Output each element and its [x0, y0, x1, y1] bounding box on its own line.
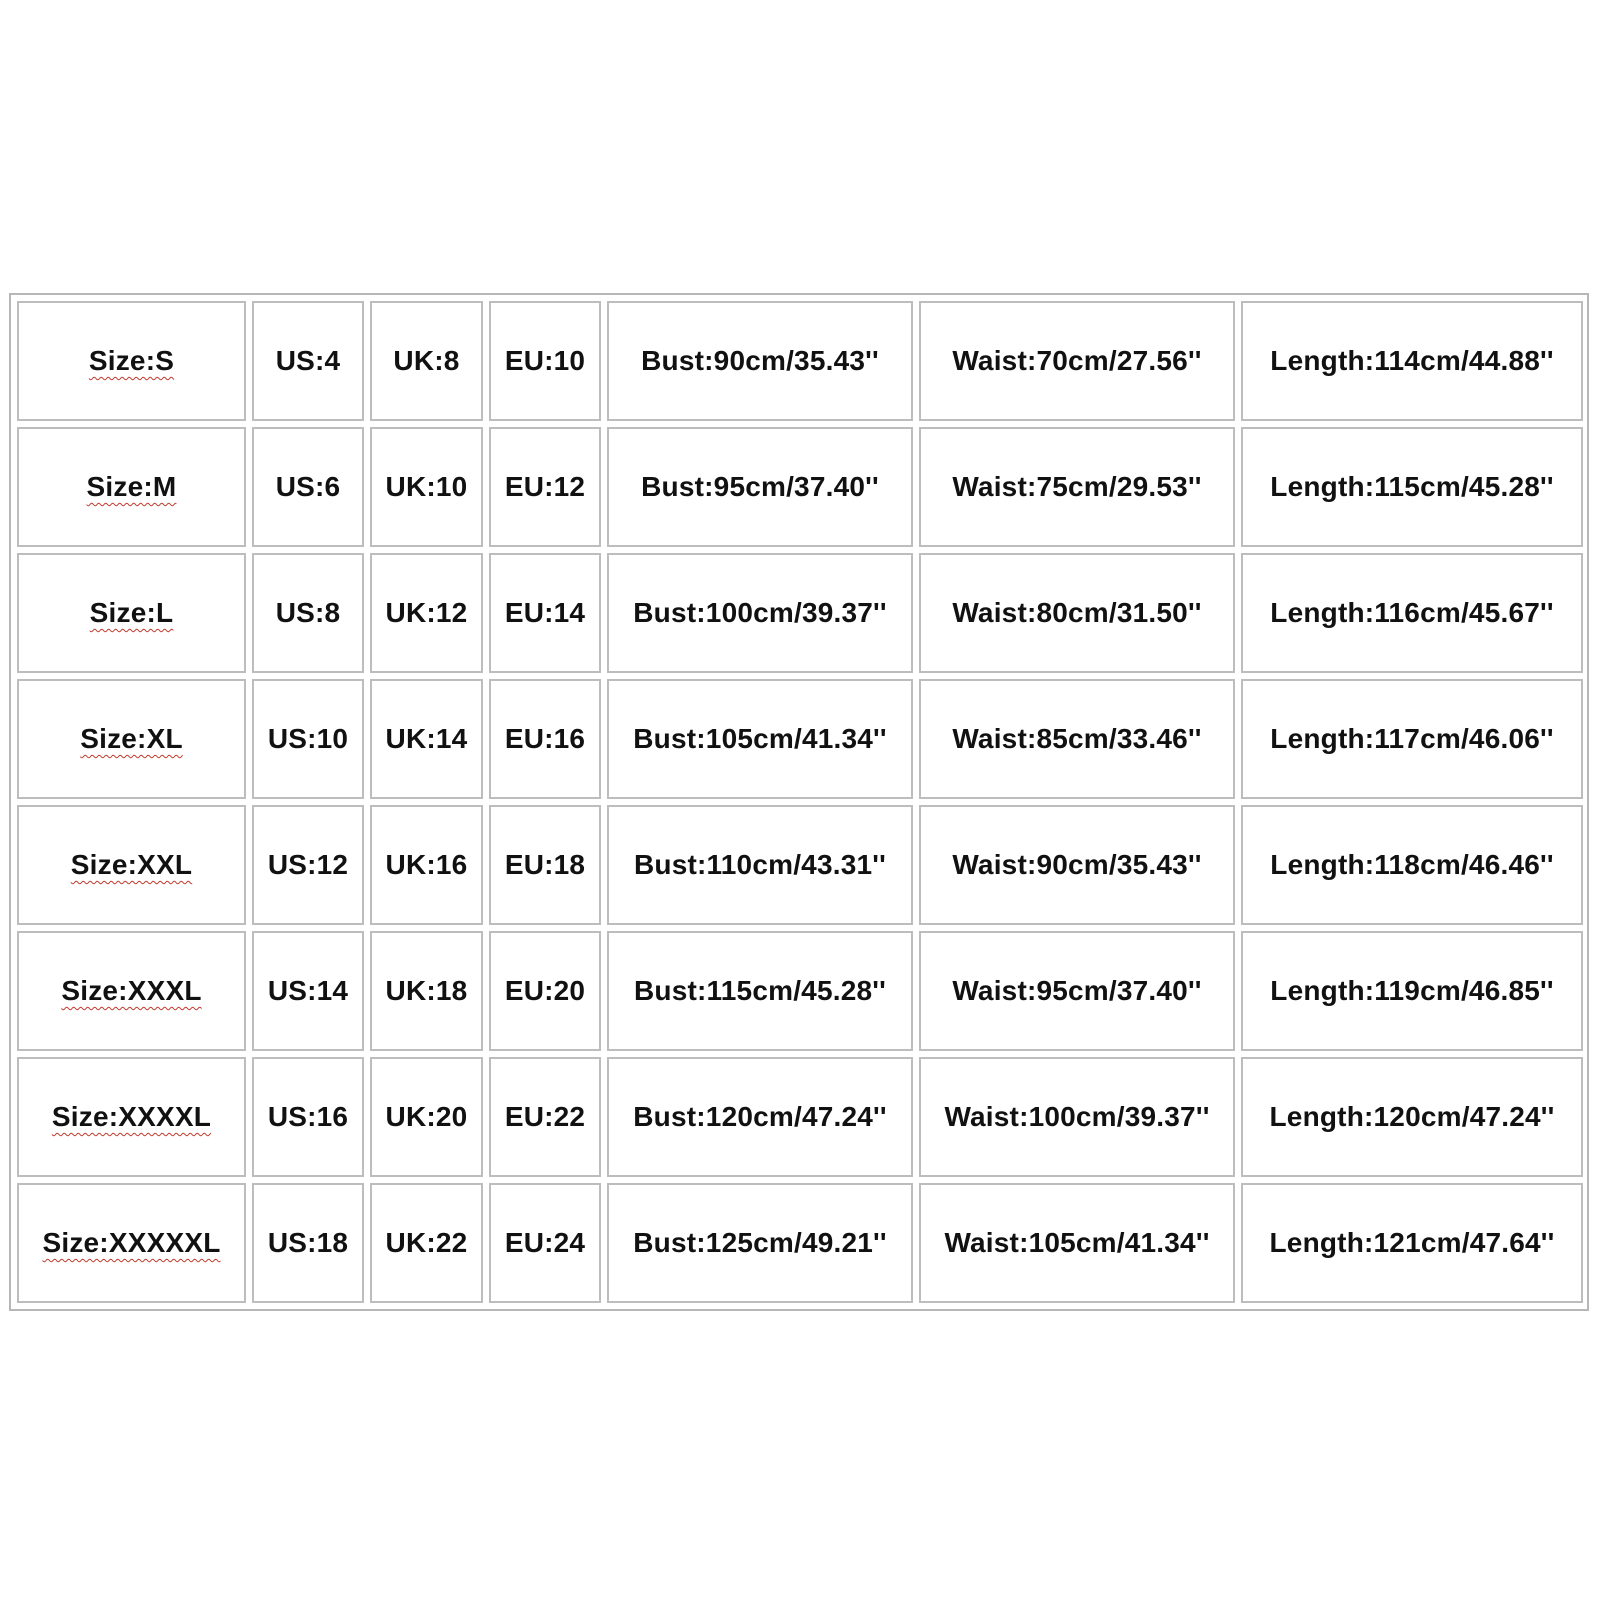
waist-cell: Waist:105cm/41.34'' — [919, 1183, 1235, 1303]
table-row — [17, 301, 1583, 421]
table-row — [17, 553, 1583, 673]
size-cell — [17, 679, 246, 799]
waist-cell: Waist:70cm/27.56'' — [919, 301, 1235, 421]
length-cell: Length:121cm/47.64'' — [1241, 1183, 1583, 1303]
size-label: Size:M — [86, 471, 177, 502]
bust-cell: Bust:120cm/47.24'' — [607, 1057, 913, 1177]
uk-size-cell: UK:14 — [370, 679, 483, 799]
uk-size-cell: UK:12 — [370, 553, 483, 673]
uk-size-cell: UK:22 — [370, 1183, 483, 1303]
table-row — [17, 805, 1583, 925]
eu-size-cell: EU:18 — [489, 805, 601, 925]
us-size-cell: US:4 — [252, 301, 364, 421]
size-cell — [17, 805, 246, 925]
size-label: Size:S — [88, 345, 175, 376]
us-size-cell: US:10 — [252, 679, 364, 799]
waist-cell: Waist:85cm/33.46'' — [919, 679, 1235, 799]
size-chart — [9, 293, 1589, 1311]
eu-size-cell: EU:14 — [489, 553, 601, 673]
size-label: Size:XL — [80, 723, 183, 754]
bust-cell: Bust:90cm/35.43'' — [607, 301, 913, 421]
bust-cell: Bust:95cm/37.40'' — [607, 427, 913, 547]
waist-cell: Waist:90cm/35.43'' — [919, 805, 1235, 925]
size-cell — [17, 1057, 246, 1177]
eu-size-cell: EU:20 — [489, 931, 601, 1051]
size-label: Size:XXXXL — [51, 1101, 212, 1132]
us-size-cell: US:6 — [252, 427, 364, 547]
waist-cell: Waist:75cm/29.53'' — [919, 427, 1235, 547]
waist-cell: Waist:100cm/39.37'' — [919, 1057, 1235, 1177]
eu-size-cell: EU:10 — [489, 301, 601, 421]
size-chart-table — [11, 295, 1589, 1309]
table-row — [17, 1183, 1583, 1303]
uk-size-cell: UK:8 — [370, 301, 483, 421]
waist-cell: Waist:80cm/31.50'' — [919, 553, 1235, 673]
size-cell — [17, 553, 246, 673]
bust-cell: Bust:110cm/43.31'' — [607, 805, 913, 925]
uk-size-cell: UK:10 — [370, 427, 483, 547]
table-row — [17, 1057, 1583, 1177]
waist-cell: Waist:95cm/37.40'' — [919, 931, 1235, 1051]
bust-cell: Bust:115cm/45.28'' — [607, 931, 913, 1051]
length-cell: Length:118cm/46.46'' — [1241, 805, 1583, 925]
us-size-cell: US:8 — [252, 553, 364, 673]
uk-size-cell: UK:16 — [370, 805, 483, 925]
size-cell — [17, 931, 246, 1051]
length-cell: Length:115cm/45.28'' — [1241, 427, 1583, 547]
size-label: Size:XXXXXL — [42, 1227, 221, 1258]
table-row — [17, 427, 1583, 547]
us-size-cell: US:14 — [252, 931, 364, 1051]
size-label: Size:XXXL — [61, 975, 202, 1006]
size-label: Size:L — [89, 597, 174, 628]
eu-size-cell: EU:22 — [489, 1057, 601, 1177]
us-size-cell: US:16 — [252, 1057, 364, 1177]
length-cell: Length:117cm/46.06'' — [1241, 679, 1583, 799]
eu-size-cell: EU:24 — [489, 1183, 601, 1303]
bust-cell: Bust:100cm/39.37'' — [607, 553, 913, 673]
bust-cell: Bust:105cm/41.34'' — [607, 679, 913, 799]
eu-size-cell: EU:16 — [489, 679, 601, 799]
length-cell: Length:120cm/47.24'' — [1241, 1057, 1583, 1177]
length-cell: Length:116cm/45.67'' — [1241, 553, 1583, 673]
uk-size-cell: UK:20 — [370, 1057, 483, 1177]
size-label: Size:XXL — [70, 849, 193, 880]
size-cell — [17, 1183, 246, 1303]
length-cell: Length:119cm/46.85'' — [1241, 931, 1583, 1051]
bust-cell: Bust:125cm/49.21'' — [607, 1183, 913, 1303]
table-row — [17, 931, 1583, 1051]
length-cell: Length:114cm/44.88'' — [1241, 301, 1583, 421]
uk-size-cell: UK:18 — [370, 931, 483, 1051]
size-cell — [17, 427, 246, 547]
eu-size-cell: EU:12 — [489, 427, 601, 547]
size-cell — [17, 301, 246, 421]
us-size-cell: US:12 — [252, 805, 364, 925]
table-row — [17, 679, 1583, 799]
us-size-cell: US:18 — [252, 1183, 364, 1303]
